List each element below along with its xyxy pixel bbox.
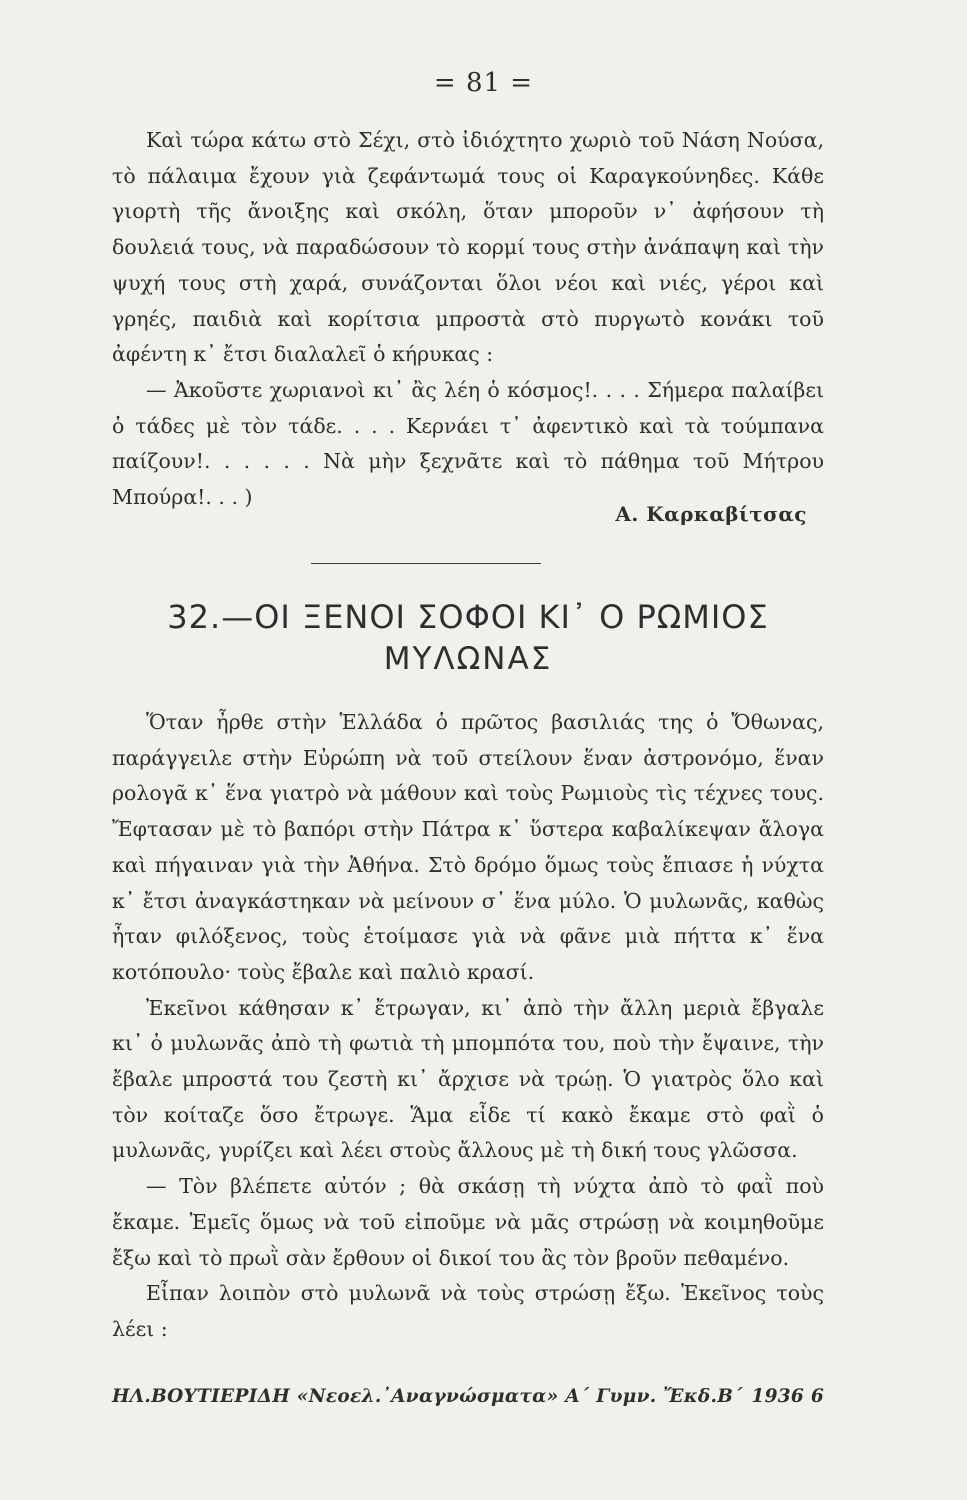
story-section [112, 705, 824, 1348]
story-dialog: — Τὸν βλέπετε αὐτόν ; θὰ σκάσῃ τὴ νύχτα ἀπὸ τὸ φαῒ ποὺ ἔκαμε. Ἐμεῖς ὅμως νὰ τοῦ εἰποῦμε νὰ μᾶς στρώσῃ νὰ κοιμηθοῦμε ἔξω καὶ τὸ πρωῒ σὰν ἔρθουν οἱ δικοί του ἂς τὸν βροῦν πεθαμένο. [112, 1174, 824, 1270]
page-number: = 81 = [433, 68, 534, 98]
author-signature: Α. Καρκαβίτσας [615, 502, 807, 526]
story-paragraph: Εἶπαν λοιπὸν στὸ μυλωνᾶ νὰ τοὺς στρώσῃ ἔξω. Ἐκεῖνος τοὺς λέει : [112, 1281, 824, 1341]
story-paragraph: Ὅταν ἦρθε στὴν Ἑλλάδα ὁ πρῶτος βασιλιάς της ὁ Ὄθωνας, παράγγειλε στὴν Εὐρώπη νὰ τοῦ στείλουν ἕναν ἀστρονόμο, ἕναν ρολογᾶ κ᾿ ἕνα γιατρὸ νὰ μάθουν καὶ τοὺς Ρωμιοὺς τὶς τέχνες τους. Ἔφτασαν μὲ τὸ βαπόρι στὴν Πάτρα κ᾿ ὕστερα καβαλίκεψαν ἄλογα καὶ πήγαιναν γιὰ τὴν Ἀθήνα. Στὸ δρόμο ὅμως τοὺς ἔπιασε ἡ νύχτα κ᾿ ἔτσι ἀναγκάστηκαν νὰ μείνουν σ᾿ ἕνα μύλο. Ὁ μυλωνᾶς, καθὼς ἦταν φιλόξενος, τοὺς ἑτοίμασε γιὰ νὰ φᾶνε μιὰ πήττα κ᾿ ἕνα κοτόπουλο· τοὺς ἔβαλε καὶ παλιὸ κρασί. [112, 710, 824, 984]
page-footer [112, 1386, 824, 1407]
story-heading-line2: ΜΥΛΩΝΑΣ [383, 641, 553, 677]
section-divider [311, 563, 541, 564]
story-heading [112, 596, 824, 680]
intro-section [112, 123, 824, 516]
footer-edition: 1936 6 [751, 1386, 824, 1407]
footer-citation: ΗΛ.ΒΟΥΤΙΕΡΙΔΗ «Νεοελ.᾿Αναγνώσματα» Α´ Γυμν. Ἔκδ.Β´ [112, 1386, 743, 1407]
herald-proclamation: — Ἀκοῦστε χωριανοὶ κι᾿ ἂς λέη ὁ κόσμος!. . . . Σήμερα παλαίβει ὁ τάδες μὲ τὸν τάδε. . . . Κερνάει τ᾿ ἀφεντικὸ καὶ τὰ τούμπανα παίζουν!. . . . . . Νὰ μὴν ξεχνᾶτε καὶ τὸ πάθημα τοῦ Μήτρου Μπούρα!. . . ) [112, 377, 824, 510]
story-paragraph: Ἐκεῖνοι κάθησαν κ᾿ ἔτρωγαν, κι᾿ ἀπὸ τὴν ἄλλη μεριὰ ἔβγαλε κι᾿ ὁ μυλωνᾶς ἀπὸ τὴ φωτιὰ τὴ μπομπότα του, ποὺ τὴν ἔψαινε, τὴν ἔβαλε μπροστά του ζεστὴ κι᾿ ἄρχισε νὰ τρώῃ. Ὁ γιατρὸς ὅλο καὶ τὸν κοίταζε ὅσο ἔτρωγε. Ἅμα εἶδε τί κακὸ ἔκαμε στὸ φαῒ ὁ μυλωνᾶς, γυρίζει καὶ λέει στοὺς ἄλλους μὲ τὴ δική τους γλῶσσα. [112, 995, 824, 1163]
intro-paragraph: Καὶ τώρα κάτω στὸ Σέχι, στὸ ἰδιόχτητο χωριὸ τοῦ Νάση Νούσα, τὸ πάλαιμα ἔχουν γιὰ ζεφάντωμά τους οἱ Καραγκούνηδες. Κάθε γιορτὴ τῆς ἄνοιξης καὶ σκόλη, ὅταν μποροῦν ν᾿ ἀφήσουν τὴ δουλειά τους, νὰ παραδώσουν τὸ κορμί τους στὴν ἀνάπαψη καὶ τὴν ψυχή τους στὴ χαρά, συνάζονται ὅλοι νέοι καὶ νιές, γέροι καὶ γρηές, παιδιὰ καὶ κορίτσια μπροστὰ στὸ πυργωτὸ κονάκι τοῦ ἀφέντη κ᾿ ἔτσι διαλαλεῖ ὁ κήρυκας : [112, 128, 824, 367]
story-heading-line1: 32.—ΟΙ ΞΕΝΟΙ ΣΟΦΟΙ ΚΙ᾿ Ο ΡΩΜΙΟΣ [167, 598, 769, 636]
